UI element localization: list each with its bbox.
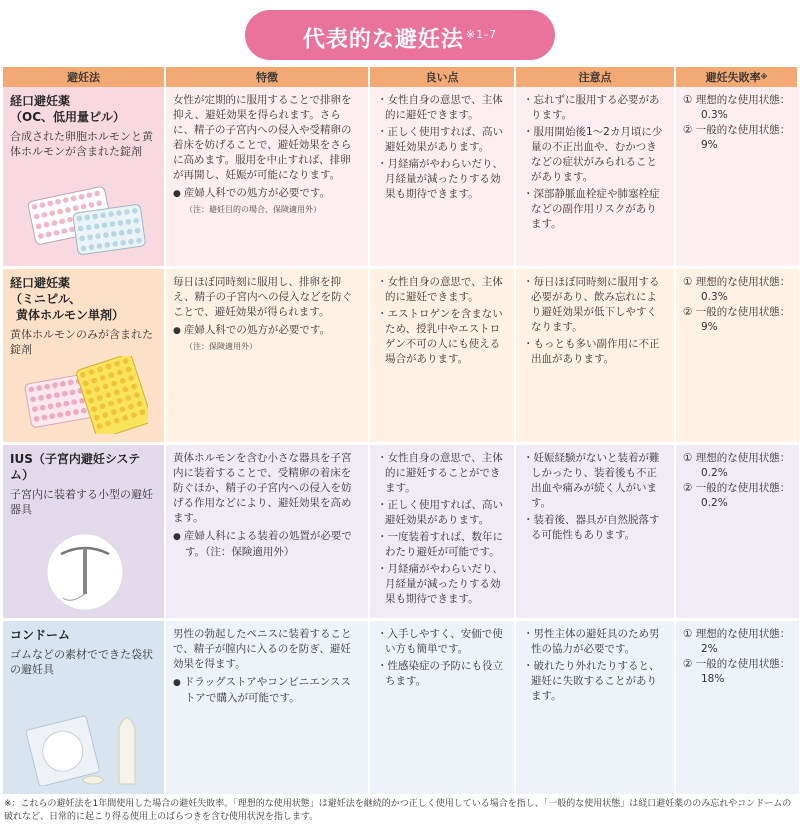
feature-cell — [166, 445, 370, 621]
caution-cell — [516, 87, 676, 269]
caution-item: ・ もっとも多い副作用に不正出血があります。 — [523, 337, 667, 367]
method-name-line: （OC、低用量ピル） — [10, 110, 126, 124]
rate-typical-value: 9% — [701, 321, 718, 333]
good-points-cell — [370, 269, 516, 445]
rate-typical-label: ② 一般的な使用状態： — [683, 306, 791, 318]
failure-rate-cell — [676, 87, 799, 269]
method-name-line: IUS（子宮内避妊システム） — [10, 452, 141, 482]
header-feature: 特徴 — [166, 67, 370, 87]
method-cell — [3, 445, 166, 621]
feature-small-note: （注：保険適用外） — [185, 342, 257, 351]
good-point-item: ・ 女性自身の意思で、主体的に避妊できます。 — [377, 275, 507, 305]
caution-cell — [516, 621, 676, 797]
caution-cell — [516, 445, 676, 621]
good-point-item: ・ エストロゲンを含まないため、授乳中やエストロゲン不可の人にも使える場合があります。 — [377, 307, 507, 367]
footnote: ※：これらの避妊法を1年間使用した場合の避妊失敗率。「理想的な使用状態」は避妊法を継続的かつ正しく使用している場合を指し、「一般的な使用状態」は経口避妊薬ののみ忘れやコンドームの破れなど、日常的に起こり得る使用上のばらつきを含む使用状況を指します。 — [4, 799, 792, 822]
method-name — [10, 93, 157, 125]
failure-rate-cell — [676, 621, 799, 797]
rate-typical-label: ② 一般的な使用状態： — [683, 124, 791, 136]
good-point-item: ・ 月経痛がやわらいだり、月経量が減ったりする効果も期待できます。 — [377, 562, 507, 607]
header-good: 良い点 — [370, 67, 516, 87]
page-title — [245, 10, 555, 60]
method-name — [10, 275, 157, 323]
feature-cell — [166, 621, 370, 797]
caution-item: ・ 服用開始後1〜2カ月頃に少量の不正出血や、むかつきなどの症状がみられることがあります。 — [523, 125, 667, 185]
good-point-item: ・ 一度装着すれば、数年にわたり避妊が可能です。 — [377, 530, 507, 560]
rate-typical-value: 0.2% — [701, 497, 728, 509]
caution-item: ・ 妊娠経験がないと装着が難しかったり、装着後も不正出血や痛みが続く人がいます。 — [523, 451, 667, 511]
method-description: 合成された卵胞ホルモンと黄体ホルモンが含まれた錠剤 — [10, 130, 153, 158]
contraception-table — [3, 67, 799, 797]
method-name-line: 黄体ホルモン単剤） — [16, 308, 125, 322]
caution-item: ・ 男性主体の避妊具のため男性の協力が必要です。 — [523, 627, 667, 657]
method-description: ゴムなどの素材でできた袋状の避妊具 — [10, 648, 153, 676]
pill-pack-illustration — [23, 180, 148, 258]
rate-typical-label: ② 一般的な使用状態： — [683, 658, 791, 670]
feature-text: 男性の勃起したペニスに装着することで、精子が膣内に入るのを防ぎ、避妊効果を得ます。 — [173, 628, 352, 670]
method-name-line: 経口避妊薬 — [10, 276, 71, 290]
caution-item: ・ 装着後、器具が自然脱落する可能性もあります。 — [523, 513, 667, 543]
method-description: 黄体ホルモンのみが含まれた錠剤 — [10, 328, 153, 356]
failure-rate-cell — [676, 269, 799, 445]
feature-small-note: （注：避妊目的の場合、保険適用外） — [185, 205, 321, 214]
rate-typical-value: 9% — [701, 139, 718, 151]
header-failure-rate-mark: ※ — [760, 73, 768, 81]
failure-rate-cell — [676, 445, 799, 621]
header-method: 避妊法 — [3, 67, 166, 87]
title-note: ※1-7 — [465, 28, 498, 41]
feature-cell — [166, 87, 370, 269]
feature-note: ● ドラッグストアやコンビニエンスストアで購入が可能です。 — [173, 675, 361, 706]
good-point-item: ・ 正しく使用すれば、高い避妊効果があります。 — [377, 125, 507, 155]
caution-item: ・ 忘れずに服用する必要があります。 — [523, 93, 667, 123]
caution-item: ・ 深部静脈血栓症や肺塞栓症などの副作用リスクがあります。 — [523, 187, 667, 232]
good-point-item: ・ 女性自身の意思で、主体的に避妊することができます。 — [377, 451, 507, 496]
feature-text: 黄体ホルモンを含む小さな器具を子宮内に装着することで、受精卵の着床を防ぐほか、精子の子宮内への侵入を妨げる作用などにより、避妊効果を高めます。 — [173, 452, 352, 524]
method-name-line: 経口避妊薬 — [10, 94, 71, 108]
caution-item: ・ 破れたり外れたりすると、避妊に失敗することがあります。 — [523, 659, 667, 704]
condom-illustration — [23, 708, 148, 786]
method-description: 子宮内に装着する小型の避妊器具 — [10, 488, 153, 516]
rate-ideal-value: 0.3% — [701, 109, 728, 121]
good-point-item: ・ 入手しやすく、安価で使い方も簡単です。 — [377, 627, 507, 657]
header-failure-rate — [676, 67, 799, 87]
feature-text: 女性が定期的に服用することで排卵を抑え、避妊効果を得られます。さらに、精子の子宮内への侵入や受精卵の着床を妨げることで、避妊効果をさらに高めます。服用を中止すれば、排卵が再開し、妊娠が可能になります。 — [173, 94, 352, 181]
method-cell — [3, 87, 166, 269]
good-points-cell — [370, 445, 516, 621]
rate-ideal-value: 0.2% — [701, 467, 728, 479]
method-cell — [3, 621, 166, 797]
rate-ideal-label: ① 理想的な使用状態： — [683, 452, 791, 464]
good-point-item: ・ 正しく使用すれば、高い避妊効果があります。 — [377, 498, 507, 528]
method-cell — [3, 269, 166, 445]
feature-text: 毎日ほぼ同時刻に服用し、排卵を抑え、精子の子宮内への侵入などを防ぐことで、避妊効果が得られます。 — [173, 276, 353, 318]
good-point-item: ・ 性感染症の予防にも役立ちます。 — [377, 659, 507, 689]
ius-device-illustration — [23, 532, 148, 610]
rate-ideal-value: 2% — [701, 643, 718, 655]
rate-ideal-value: 0.3% — [701, 291, 728, 303]
mini-pill-pack-illustration — [23, 356, 148, 434]
feature-note: ● 産婦人科での処方が必要です。 — [173, 186, 361, 202]
rate-ideal-label: ① 理想的な使用状態： — [683, 94, 791, 106]
rate-ideal-label: ① 理想的な使用状態： — [683, 276, 791, 288]
method-name-line: コンドーム — [10, 628, 71, 642]
good-points-cell — [370, 87, 516, 269]
rate-typical-value: 18% — [701, 673, 725, 685]
good-points-cell — [370, 621, 516, 797]
caution-cell — [516, 269, 676, 445]
good-point-item: ・ 女性自身の意思で、主体的に避妊できます。 — [377, 93, 507, 123]
feature-note: ● 産婦人科による装着の処置が必要です。（注：保険適用外） — [173, 529, 361, 560]
method-name-line: （ミニピル、 — [10, 292, 82, 306]
good-point-item: ・ 月経痛がやわらいだり、月経量が減ったりする効果も期待できます。 — [377, 157, 507, 202]
page-title-text: 代表的な避妊法 — [302, 27, 464, 53]
header-caution: 注意点 — [516, 67, 676, 87]
rate-ideal-label: ① 理想的な使用状態： — [683, 628, 791, 640]
caution-item: ・ 毎日ほぼ同時刻に服用する必要があり、飲み忘れにより避妊効果が低下しやすくなります。 — [523, 275, 667, 335]
rate-typical-label: ② 一般的な使用状態： — [683, 482, 791, 494]
feature-note: ● 産婦人科での処方が必要です。 — [173, 323, 361, 339]
method-name — [10, 627, 157, 643]
header-failure-rate-text: 避妊失敗率 — [705, 71, 761, 84]
feature-cell — [166, 269, 370, 445]
method-name — [10, 451, 157, 483]
